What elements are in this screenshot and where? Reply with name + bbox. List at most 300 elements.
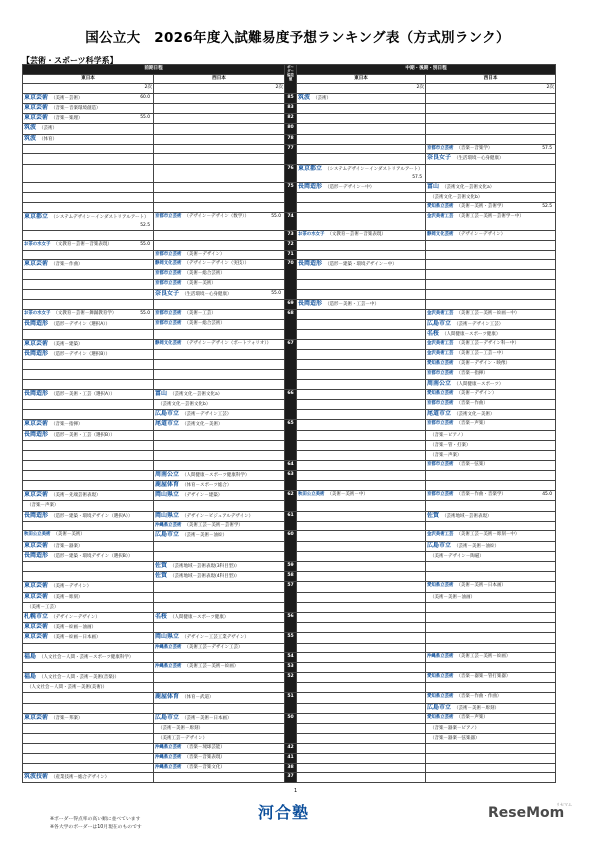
table-row — [23, 562, 556, 572]
university-cell — [426, 350, 556, 360]
hensachi-cell: 64 — [285, 461, 297, 471]
university-cell — [426, 319, 556, 329]
university-cell — [297, 93, 426, 103]
university-cell — [297, 653, 426, 663]
university-cell — [426, 521, 556, 531]
university-cell — [297, 763, 426, 773]
university-name: 岡山県立 — [155, 511, 180, 519]
hensachi-cell: 69 — [285, 299, 297, 309]
university-cell — [426, 773, 556, 783]
subcol-label: 2次 — [426, 84, 556, 94]
university-cell — [154, 134, 285, 144]
table-row — [23, 231, 556, 241]
university-name: 筑波 — [24, 134, 37, 142]
university-cell — [154, 673, 285, 683]
university-name: 京都市立芸術 — [427, 492, 454, 498]
university-name: 愛知県立芸術 — [427, 361, 454, 367]
department-name: （人間健康－スポーツ健康） — [170, 615, 229, 621]
university-name: 京都市立芸術 — [155, 310, 182, 316]
table-row — [23, 673, 556, 683]
university-cell — [23, 134, 154, 144]
university-cell — [426, 134, 556, 144]
university-cell — [426, 461, 556, 471]
table-row — [23, 663, 556, 673]
university-cell — [426, 440, 556, 450]
secondary-score: 52.5 — [542, 204, 553, 210]
university-cell — [426, 582, 556, 592]
hensachi-cell: 85 — [285, 93, 297, 103]
university-name: 東京芸術 — [24, 491, 49, 499]
department-name: （美術－先端芸術表現） — [51, 493, 101, 499]
subcol-label: 2次 — [297, 84, 426, 94]
department-name: （造形－美術・工芸（選択A）） — [51, 391, 115, 397]
university-cell — [23, 103, 154, 113]
university-name: 京都市立芸術 — [155, 271, 182, 277]
department-name: （システムデザイン－インダストリアルアート） — [325, 166, 423, 172]
university-cell — [297, 410, 426, 420]
department-name: （美術－美術） — [53, 532, 85, 538]
secondary-score: 45.0 — [542, 492, 553, 498]
department-name: （美術－工芸） — [27, 604, 59, 610]
university-name: 東京都立 — [24, 213, 49, 220]
university-name: 金沢美術工芸 — [427, 340, 454, 346]
university-name: お茶の水女子 — [298, 232, 325, 238]
department-name: （造形－デザイン－中） — [325, 185, 375, 190]
department-name: （音楽－器楽－弦楽器） — [430, 736, 480, 742]
department-name: （芸術－美術－日本画） — [182, 715, 232, 721]
department-name: （音楽－器楽－ピアノ） — [430, 726, 480, 732]
department-name: （人間健康－スポーツ健康科学） — [182, 472, 250, 478]
department-name: （美術工芸－美術－彫刻－中） — [456, 532, 520, 538]
university-name: 京都市立芸術 — [155, 320, 182, 326]
university-cell — [297, 481, 426, 491]
university-cell — [154, 582, 285, 592]
department-name: （生活環境－心身健康） — [454, 156, 504, 162]
department-name: （音楽－声楽） — [456, 714, 488, 720]
university-name: 京都市立芸術 — [427, 400, 454, 406]
department-name: （音楽－器楽） — [51, 543, 83, 549]
university-name: 長岡造形 — [24, 430, 49, 438]
university-cell — [426, 481, 556, 491]
university-cell — [426, 260, 556, 270]
department-name: （デザイン－工芸工業デザイン） — [182, 635, 249, 641]
university-cell — [297, 693, 426, 703]
ranking-table — [22, 64, 556, 783]
university-name: 長岡造形 — [298, 183, 323, 190]
hensachi-cell: 66 — [285, 389, 297, 420]
university-name: 金沢美術工芸 — [427, 532, 454, 538]
department-name: （音楽－邦楽） — [51, 715, 83, 721]
secondary-score: 60.0 — [140, 94, 150, 100]
department-name: （音楽－弦楽） — [456, 462, 488, 468]
department-name: （美術－デザイン） — [51, 584, 92, 590]
table-row — [23, 114, 556, 124]
university-cell — [23, 673, 154, 683]
department-name: （芸術－デザイン工芸） — [182, 412, 232, 418]
university-cell — [426, 164, 556, 182]
hensachi-cell: 52 — [285, 673, 297, 693]
table-row — [23, 134, 556, 144]
department-name: （芸術－美術－油絵） — [454, 543, 500, 549]
hensachi-cell: 38 — [285, 763, 297, 773]
university-name: 周南公立 — [155, 470, 180, 478]
hensachi-cell: 83 — [285, 103, 297, 113]
department-name: （美術－建築） — [51, 341, 83, 347]
university-cell — [23, 531, 154, 541]
table-row — [23, 653, 556, 663]
department-name: （デザイン－デザイン） — [456, 232, 506, 238]
university-cell — [297, 193, 426, 203]
university-cell — [23, 562, 154, 572]
university-name: 長岡造形 — [298, 299, 323, 307]
page-title: 国公立大 2026年度入試難易度予想ランキング表（方式別ランク） — [85, 30, 510, 46]
university-cell — [297, 103, 426, 113]
table-row — [23, 389, 556, 399]
university-cell — [297, 231, 426, 241]
university-cell — [154, 703, 285, 713]
department-name: （芸術－美術－彫刻） — [454, 705, 500, 711]
university-name: 佐賀 — [427, 511, 440, 519]
university-cell — [23, 582, 154, 592]
university-cell — [23, 399, 154, 409]
table-row — [23, 299, 556, 309]
university-cell — [23, 164, 154, 182]
university-cell — [23, 693, 154, 703]
university-cell — [23, 203, 154, 213]
hensachi-cell: 80 — [285, 124, 297, 134]
department-name: （美術工芸－デザイン科－中） — [456, 340, 520, 346]
university-name: 周南公立 — [427, 379, 452, 387]
hensachi-cell: 56 — [285, 613, 297, 633]
university-cell — [426, 511, 556, 521]
hensachi-cell: 54 — [285, 653, 297, 663]
university-cell — [23, 410, 154, 420]
university-cell — [154, 309, 285, 319]
university-cell — [23, 213, 154, 231]
university-cell — [297, 602, 426, 612]
department-name: （造形－デザイン（選択A）） — [51, 321, 111, 327]
department-name: （芸術） — [39, 126, 58, 132]
university-cell — [23, 773, 154, 783]
university-cell — [297, 551, 426, 561]
hensachi-cell: 42 — [285, 744, 297, 754]
university-name: 沖縄県立芸術 — [155, 644, 182, 650]
university-cell — [23, 270, 154, 280]
university-cell — [297, 134, 426, 144]
university-cell — [297, 663, 426, 673]
university-cell — [154, 470, 285, 480]
department-name: （音楽－指揮） — [51, 422, 83, 428]
university-cell — [297, 299, 426, 309]
university-name: 金沢美術工芸 — [427, 351, 454, 357]
department-name: （美術－絵画－日本画） — [51, 635, 101, 641]
university-cell — [426, 329, 556, 339]
secondary-score: 52.5 — [140, 223, 150, 229]
university-name: 岡山県立 — [155, 491, 180, 499]
table-row — [23, 124, 556, 134]
department-name: （音楽－作曲） — [51, 262, 83, 268]
university-name: 京都市立芸術 — [427, 421, 454, 427]
hensachi-cell: 71 — [285, 250, 297, 260]
university-cell — [23, 289, 154, 299]
university-cell — [23, 744, 154, 754]
university-cell — [426, 470, 556, 480]
hensachi-cell: 72 — [285, 241, 297, 251]
university-name: 東京芸術 — [24, 633, 49, 641]
department-name: （美術工芸－美術－絵画） — [184, 664, 239, 670]
university-cell — [426, 663, 556, 673]
table-row — [23, 754, 556, 764]
university-name: 札幌市立 — [24, 613, 49, 621]
department-name: （美術－総合芸術） — [184, 320, 225, 326]
university-name: 名桜 — [427, 329, 440, 337]
university-name: 長岡造形 — [24, 319, 49, 327]
university-name: 富山 — [155, 389, 168, 397]
region-west: 西日本 — [426, 74, 556, 84]
university-name: 東京芸術 — [24, 541, 49, 549]
university-cell — [23, 451, 154, 461]
university-name: 秋田公立美術 — [298, 492, 325, 498]
university-cell — [297, 470, 426, 480]
region-west: 西日本 — [154, 74, 285, 84]
university-name: 長岡造形 — [24, 511, 49, 519]
department-name: （音楽－作曲・音楽学） — [456, 492, 506, 498]
university-cell — [154, 713, 285, 723]
table-row — [23, 744, 556, 754]
university-cell — [426, 643, 556, 653]
table-row — [23, 339, 556, 349]
university-cell — [297, 643, 426, 653]
university-cell — [426, 572, 556, 582]
university-cell — [154, 531, 285, 541]
hensachi-cell: 57 — [285, 582, 297, 613]
university-cell — [426, 501, 556, 511]
department-name: （美術－デザイン－陶磁） — [430, 553, 484, 559]
department-name: （音楽－声楽） — [456, 421, 488, 427]
university-cell — [426, 339, 556, 349]
subcol-label: 2次 — [23, 84, 154, 94]
department-name: （美術工芸－デザイン工芸） — [184, 644, 243, 650]
university-cell — [426, 551, 556, 561]
university-cell — [154, 420, 285, 430]
university-cell — [154, 360, 285, 370]
university-cell — [297, 773, 426, 783]
university-name: 長岡造形 — [24, 350, 49, 358]
university-name: 東京芸術 — [24, 260, 49, 268]
university-cell — [154, 592, 285, 602]
subcol-label: 2次 — [154, 84, 285, 94]
university-cell — [297, 369, 426, 379]
department-name: （美術工芸－美術－芸術学－中） — [456, 214, 524, 219]
department-name: （芸術文化－芸術文化a） — [442, 185, 495, 190]
university-name: 長岡造形 — [298, 260, 323, 268]
university-cell — [23, 309, 154, 319]
university-cell — [426, 124, 556, 134]
hensachi-cell: 53 — [285, 663, 297, 673]
university-cell — [297, 319, 426, 329]
university-cell — [297, 440, 426, 450]
department-name: （芸術－美術－彫刻） — [158, 726, 203, 732]
university-cell — [23, 683, 154, 693]
university-cell — [23, 724, 154, 734]
secondary-score: 57.5 — [412, 174, 423, 180]
university-cell — [154, 241, 285, 251]
university-cell — [297, 279, 426, 289]
university-cell — [23, 734, 154, 744]
university-cell — [154, 643, 285, 653]
table-row — [23, 144, 556, 154]
department-name: （文教育－芸術－音楽表現） — [53, 242, 112, 247]
university-cell — [23, 481, 154, 491]
university-cell — [297, 673, 426, 683]
university-name: 鹿屋体育 — [155, 481, 180, 488]
university-cell — [297, 521, 426, 531]
department-name: （音楽－音楽文化） — [184, 764, 225, 770]
university-cell — [426, 231, 556, 241]
university-cell — [23, 299, 154, 309]
university-cell — [23, 241, 154, 251]
department-name: （造形－建築・環境デザイン（選択A）） — [51, 513, 133, 519]
table-row — [23, 309, 556, 319]
university-name: 愛知県立芸術 — [427, 694, 454, 700]
university-cell — [154, 763, 285, 773]
department-name: （人文社会－人間・芸術－美術(音楽)） — [39, 675, 120, 681]
department-name: （人間健康－スポーツ健康） — [442, 331, 501, 337]
university-cell — [426, 713, 556, 723]
university-cell — [154, 250, 285, 260]
table-row — [23, 572, 556, 582]
university-cell — [426, 279, 556, 289]
department-name: （造形－建築・環境デザイン－中） — [325, 262, 397, 268]
university-name: 京都市立芸術 — [155, 251, 182, 257]
university-name: 静岡文化芸術 — [155, 340, 182, 346]
university-name: 沖縄県立芸術 — [427, 654, 454, 660]
university-cell — [426, 103, 556, 113]
region-east: 東日本 — [23, 74, 154, 84]
university-name: 広島市立 — [155, 531, 180, 539]
department-name: （デザイン－建築） — [182, 493, 223, 499]
university-cell — [297, 754, 426, 764]
university-cell — [154, 231, 285, 241]
university-name: 東京芸術 — [24, 114, 49, 122]
department-name: （デザイン－デザイン（数学）） — [184, 214, 249, 219]
university-name: 秋田公立美術 — [24, 532, 51, 538]
note-2: ※各大学のボーダーは10月現在のものです — [50, 825, 142, 830]
university-cell — [154, 481, 285, 491]
hensachi-cell: 76 — [285, 164, 297, 182]
department-name: （造形－建築・環境デザイン（選択B）） — [51, 553, 133, 559]
table-row — [23, 103, 556, 113]
university-cell — [426, 602, 556, 612]
university-cell — [297, 703, 426, 713]
secondary-score: 55.0 — [271, 290, 282, 296]
university-cell — [154, 551, 285, 561]
hensachi-cell: 51 — [285, 693, 297, 713]
university-cell — [154, 562, 285, 572]
university-cell — [426, 93, 556, 103]
university-cell — [154, 260, 285, 270]
university-cell — [23, 551, 154, 561]
university-cell — [23, 754, 154, 764]
university-cell — [297, 250, 426, 260]
university-name: 東京芸術 — [24, 420, 49, 428]
university-name: 岡山県立 — [155, 633, 180, 641]
university-cell — [154, 541, 285, 551]
university-name: 沖縄県立芸術 — [155, 764, 182, 770]
university-cell — [426, 369, 556, 379]
university-cell — [154, 613, 285, 623]
department-name: （芸術文化－美術） — [182, 422, 223, 428]
department-name: （美術－美術－油画） — [430, 594, 476, 600]
hensachi-cell: 37 — [285, 773, 297, 783]
university-cell — [23, 623, 154, 633]
category-label: 【芸術・スポーツ科学系】 — [22, 56, 118, 65]
university-cell — [154, 339, 285, 349]
university-name: 東京都立 — [298, 164, 323, 172]
university-cell — [154, 491, 285, 501]
university-cell — [154, 213, 285, 231]
university-cell — [154, 350, 285, 360]
university-cell — [154, 521, 285, 531]
table-row — [23, 693, 556, 703]
university-cell — [23, 193, 154, 203]
university-cell — [23, 124, 154, 134]
university-cell — [154, 369, 285, 379]
department-name: （芸術文化－芸術文化b） — [430, 195, 483, 201]
university-cell — [426, 734, 556, 744]
university-cell — [426, 410, 556, 420]
department-name: （芸術文化－芸術文化a） — [170, 391, 223, 397]
university-cell — [23, 470, 154, 480]
university-name: 沖縄県立芸術 — [155, 745, 182, 751]
university-cell — [426, 379, 556, 389]
university-name: 東京芸術 — [24, 339, 49, 347]
university-cell — [23, 260, 154, 270]
university-cell — [297, 430, 426, 440]
university-cell — [297, 309, 426, 319]
university-cell — [154, 193, 285, 203]
university-cell — [154, 144, 285, 154]
university-cell — [426, 309, 556, 319]
university-cell — [426, 724, 556, 734]
university-cell — [426, 299, 556, 309]
university-cell — [23, 360, 154, 370]
department-name: （デザイン－デザイン） — [51, 615, 100, 621]
table-row — [23, 713, 556, 723]
university-cell — [23, 703, 154, 713]
university-cell — [154, 773, 285, 783]
university-cell — [23, 602, 154, 612]
university-cell — [154, 744, 285, 754]
department-name: （システムデザイン－インダストリアルアート） — [51, 215, 149, 220]
university-cell — [154, 319, 285, 329]
university-cell — [426, 451, 556, 461]
university-cell — [154, 663, 285, 673]
university-cell — [297, 613, 426, 623]
university-cell — [426, 389, 556, 399]
university-cell — [297, 329, 426, 339]
university-cell — [426, 399, 556, 409]
department-name: （美術－芸術） — [51, 95, 83, 101]
department-name: （美術－デザイン） — [184, 251, 225, 257]
university-cell — [297, 623, 426, 633]
hensachi-cell: 65 — [285, 420, 297, 461]
section-early: 前期日程 — [23, 65, 285, 75]
university-cell — [154, 183, 285, 193]
university-cell — [426, 703, 556, 713]
hensachi-cell: 59 — [285, 562, 297, 572]
department-name: （音楽－ピアノ） — [430, 432, 466, 438]
